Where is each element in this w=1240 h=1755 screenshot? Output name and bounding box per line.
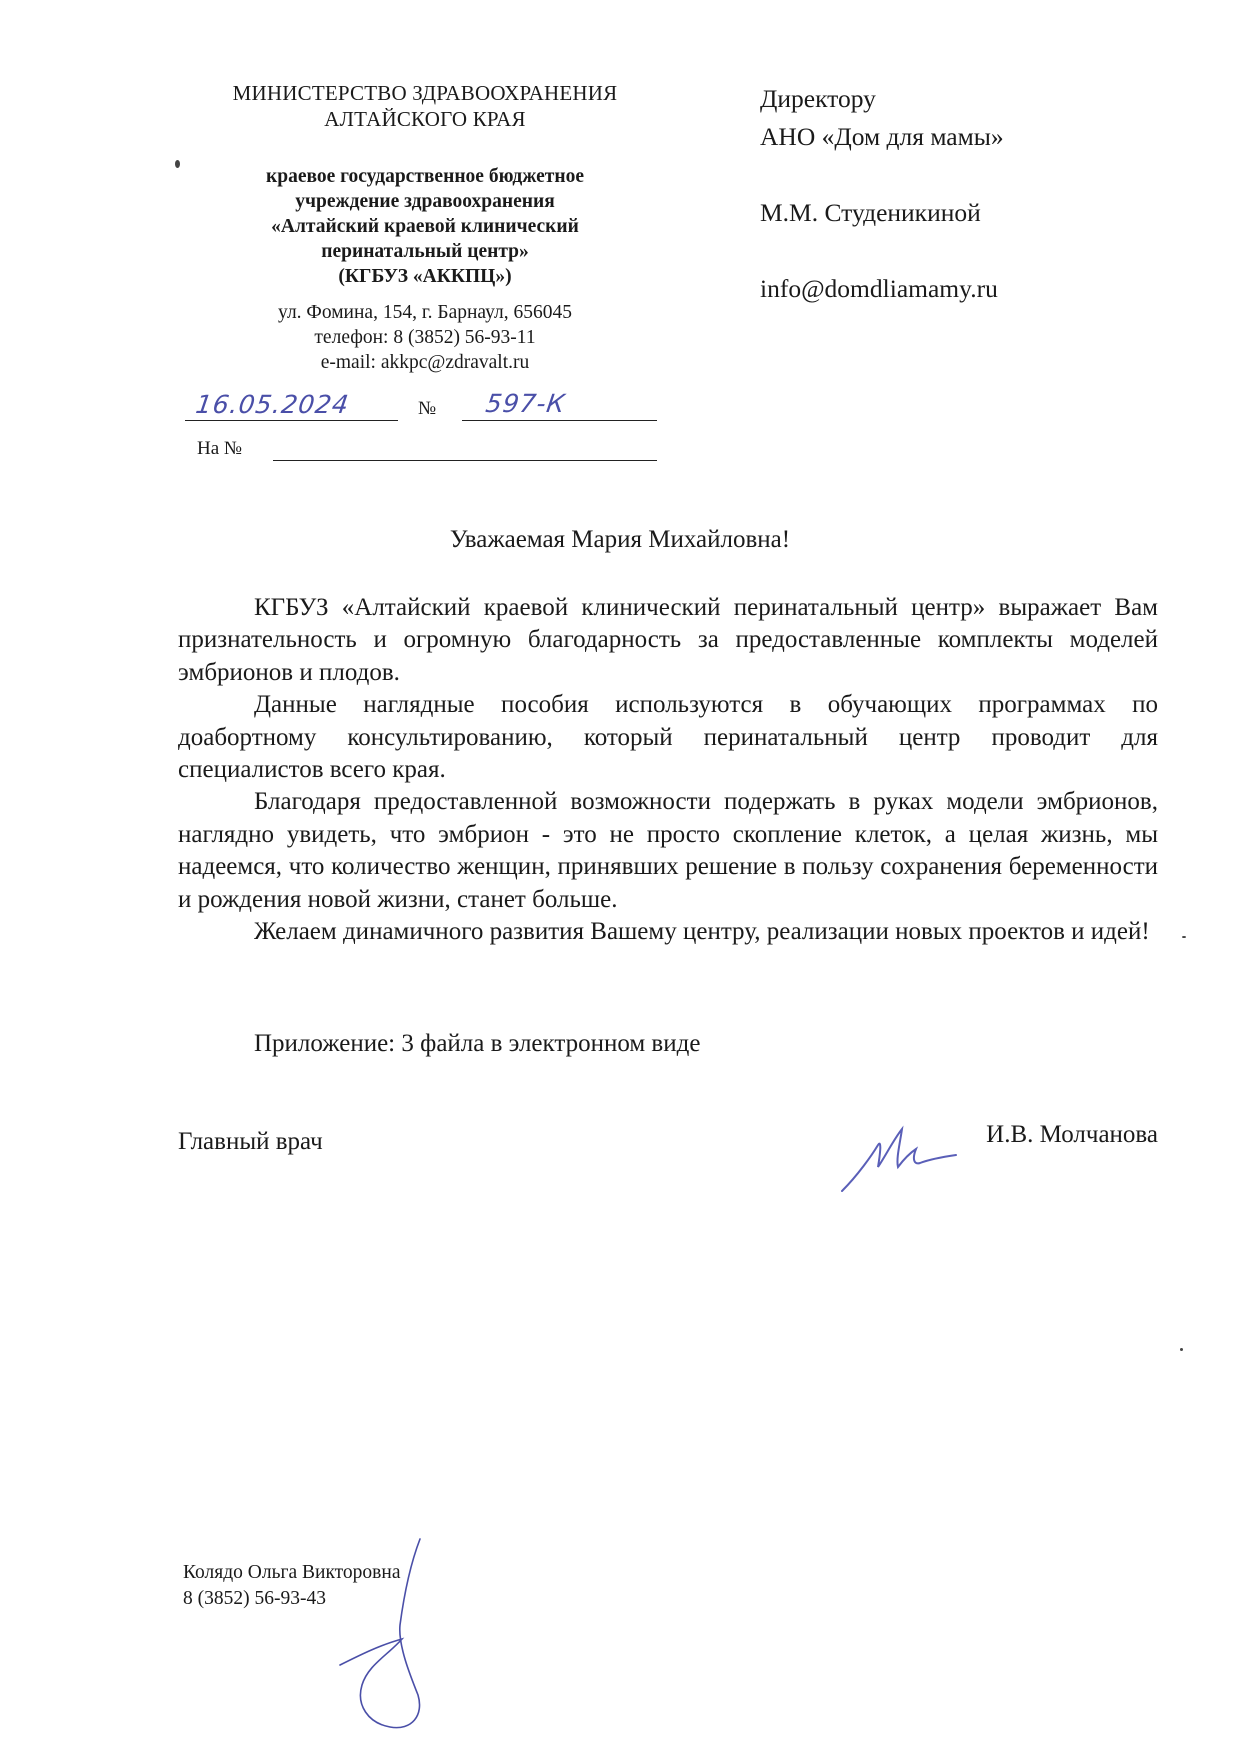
scan-speck	[1180, 1348, 1183, 1351]
body-paragraph: Благодаря предоставленной возможности подержать в руках модели эмбрионов, наглядно увидеть, что эмбрион - это не просто скопление клеток, а целая жизнь, мы надеемся, что количество женщин, принявших решение в пользу сохранения беременности и рождения новой жизни, станет больше.	[178, 788, 1158, 913]
handwritten-signature	[838, 1115, 958, 1195]
executor-name: Колядо Ольга Викторовна	[183, 1562, 401, 1583]
registration-number-handwritten: 597-К	[483, 389, 568, 418]
institution-line: перинатальный центр»	[321, 241, 529, 262]
registration-number-label: №	[418, 398, 437, 419]
phone: телефон: 8 (3852) 56-93-11	[314, 327, 536, 348]
registration-number-line	[462, 420, 657, 421]
addressee-block	[760, 80, 1004, 308]
handwritten-initials	[300, 1535, 450, 1735]
addressee-email: info@domdliamamy.ru	[760, 274, 998, 303]
registration-date-handwritten: 16.05.2024	[193, 390, 352, 419]
attachment-note: Приложение: 3 файла в электронном виде	[254, 1030, 701, 1057]
ministry-line: АЛТАЙСКОГО КРАЯ	[324, 107, 526, 131]
addressee-name: М.М. Студеникиной	[760, 198, 981, 227]
signer-name: И.В. Молчанова	[986, 1121, 1158, 1148]
registration-date-line	[185, 420, 398, 421]
body-paragraph: Данные наглядные пособия используются в обучающих программах по доабортному консультированию, который перинатальный центр проводит для специалистов всего края.	[178, 691, 1158, 784]
addressee-organization: АНО «Дом для мамы»	[760, 122, 1004, 151]
scan-speck	[175, 160, 180, 168]
body-paragraph: КГБУЗ «Алтайский краевой клинический перинатальный центр» выражает Вам признательность и огромную благодарность за предоставленные комплекты моделей эмбрионов и плодов.	[178, 594, 1158, 686]
institution-name	[180, 164, 670, 289]
ministry-name	[180, 80, 670, 132]
scan-speck	[1182, 936, 1186, 938]
reply-to-label: На №	[197, 438, 243, 459]
institution-line: «Алтайский краевой клинический	[271, 216, 579, 237]
institution-contacts	[180, 300, 670, 375]
address: ул. Фомина, 154, г. Барнаул, 656045	[278, 302, 572, 323]
ministry-line: МИНИСТЕРСТВО ЗДРАВООХРАНЕНИЯ	[232, 81, 618, 105]
addressee-position: Директору	[760, 84, 876, 113]
letter-body	[178, 592, 1158, 948]
letterhead	[180, 80, 670, 375]
institution-line: краевое государственное бюджетное	[266, 166, 584, 187]
greeting: Уважаемая Мария Михайловна!	[449, 526, 791, 553]
reply-to-line	[273, 460, 657, 461]
institution-line: учреждение здравоохранения	[295, 191, 555, 212]
signer-title: Главный врач	[178, 1128, 323, 1155]
executor-phone: 8 (3852) 56-93-43	[183, 1588, 326, 1609]
body-paragraph: Желаем динамичного развития Вашему центру, реализации новых проектов и идей!	[254, 918, 1150, 946]
institution-line: (КГБУЗ «АККПЦ»)	[338, 266, 512, 287]
email: e-mail: akkpc@zdravalt.ru	[320, 352, 530, 373]
